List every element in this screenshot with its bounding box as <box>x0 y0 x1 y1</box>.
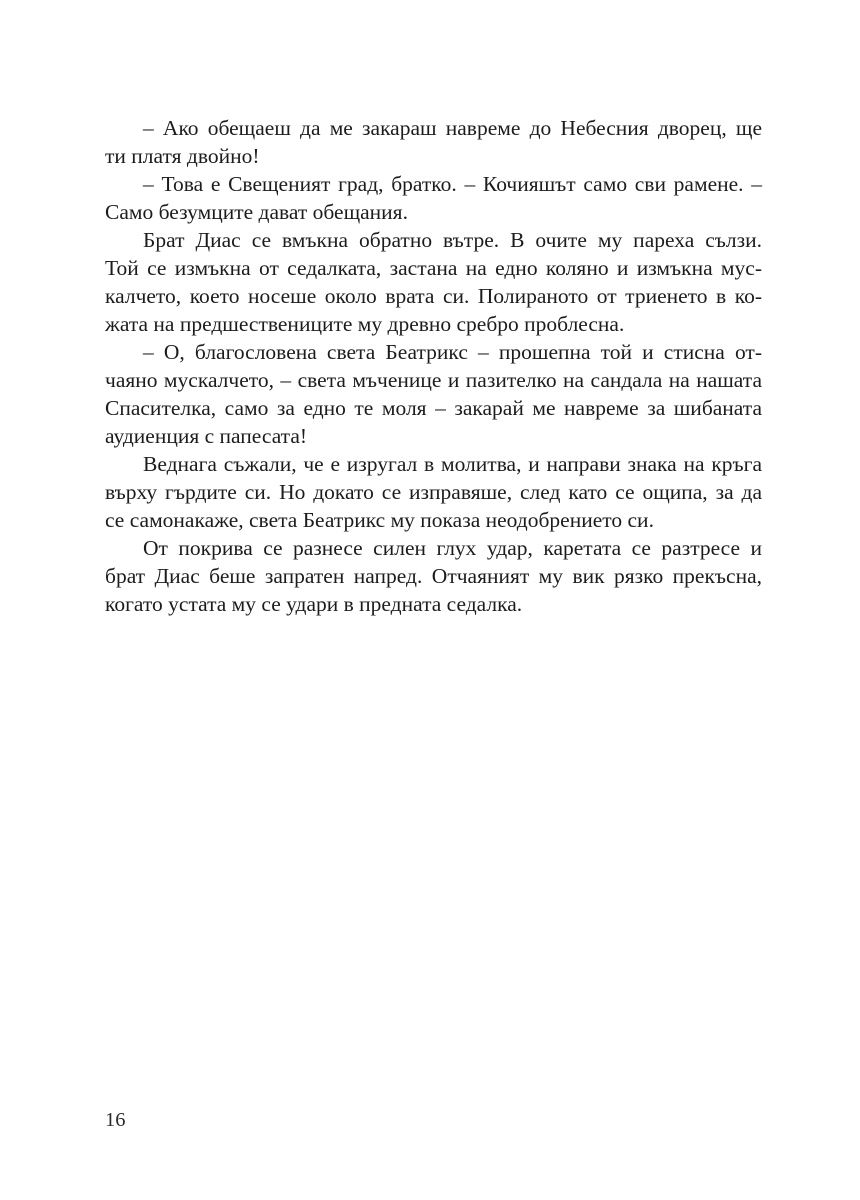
paragraph <box>105 450 762 534</box>
text-line: – Ако обещаеш да ме закараш навреме до Небесния дворец, ще <box>143 116 762 140</box>
text-line: Само безумците дават обещания. <box>105 200 408 224</box>
text-line: ти платя двойно! <box>105 144 260 168</box>
text-line: От покрива се разнесе силен глух удар, каретата се разтресе и <box>143 536 762 560</box>
page-text <box>105 114 762 618</box>
paragraph <box>105 534 762 618</box>
page-number-label: 16 <box>105 1109 126 1131</box>
paragraph <box>105 170 762 226</box>
paragraph <box>105 338 762 450</box>
text-line: се самонакаже, света Беатрикс му показа неодобрението си. <box>105 508 654 532</box>
text-line: Той се измъкна от седалката, застана на едно коляно и измъкна мус- <box>105 256 762 280</box>
text-line: върху гърдите си. Но докато се изправяше, след като се ощипа, за да <box>105 480 762 504</box>
text-line: жата на предшествениците му древно сребро проблесна. <box>105 312 625 336</box>
text-line: когато устата му се удари в предната седалка. <box>105 592 523 616</box>
text-line: Спасителка, само за едно те моля – закарай ме навреме за шибаната <box>105 396 762 420</box>
text-line: Веднага съжали, че е изругал в молитва, и направи знака на кръга <box>143 452 762 476</box>
paragraph <box>105 114 762 170</box>
text-line: брат Диас беше запратен напред. Отчаяният му вик рязко прекъсна, <box>105 564 762 588</box>
text-line: – Това е Свещеният град, братко. – Кочияшът само сви рамене. – <box>143 172 762 196</box>
text-line: – О, благословена света Беатрикс – прошепна той и стисна от- <box>143 340 762 364</box>
paragraph <box>105 226 762 338</box>
text-line: аудиенция с папесата! <box>105 424 308 448</box>
text-line: калчето, което носеше около врата си. Полираното от триенето в ко- <box>105 284 762 308</box>
text-line: Брат Диас се вмъкна обратно вътре. В очите му пареха сълзи. <box>143 228 762 252</box>
text-line: чаяно мускалчето, – света мъченице и пазителко на сандала на нашата <box>105 368 762 392</box>
